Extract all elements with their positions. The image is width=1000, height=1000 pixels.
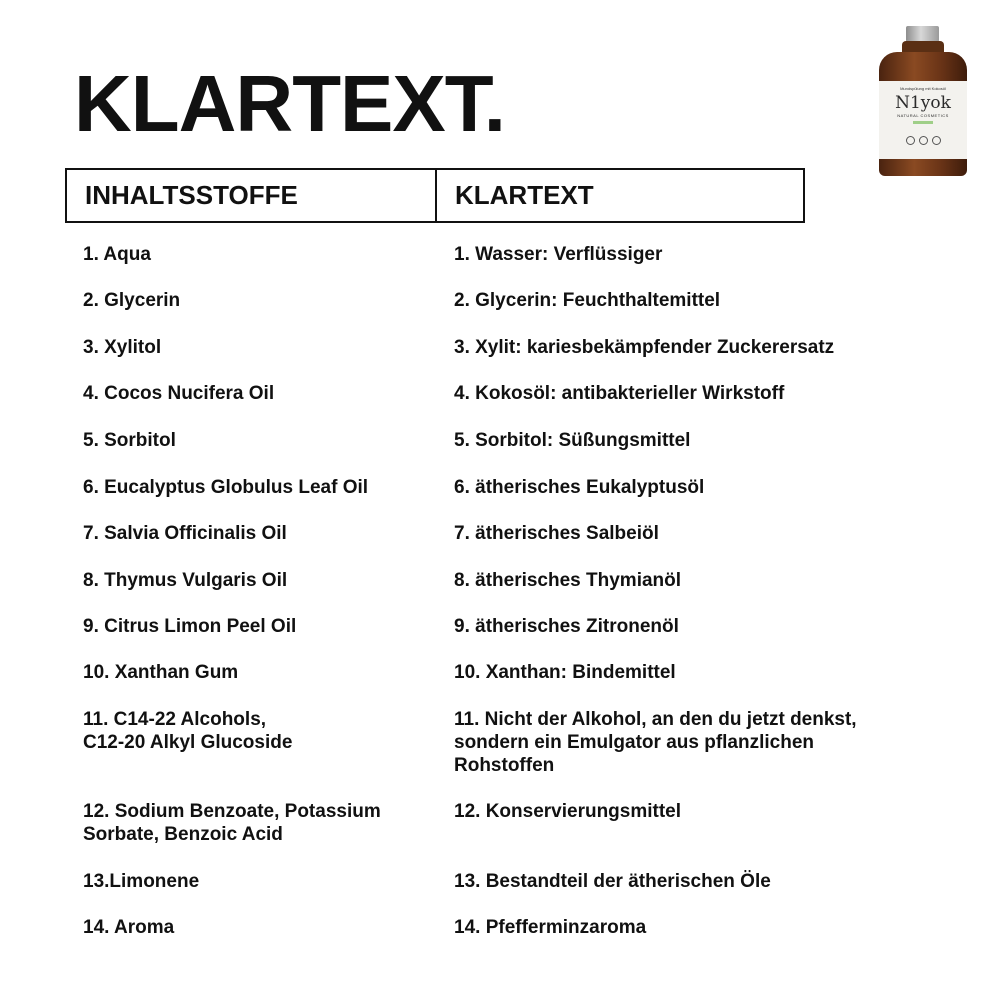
- bottle-label-certification-icons: [906, 136, 941, 145]
- certification-icon: [919, 136, 928, 145]
- ingredient-cell: 2. Glycerin: [83, 290, 181, 311]
- ingredient-cell: 9. Citrus Limon Peel Oil: [83, 616, 297, 637]
- ingredient-cell: 11. C14-22 Alcohols, C12-20 Alkyl Glucoside: [83, 709, 293, 753]
- bottle-cap: [906, 26, 939, 42]
- klartext-cell: 9. ätherisches Zitronenöl: [454, 616, 679, 637]
- klartext-cell: 7. ätherisches Salbeiöl: [454, 523, 659, 544]
- klartext-cell: 3. Xylit: kariesbekämpfender Zuckerersatz: [454, 337, 835, 358]
- ingredient-cell: 10. Xanthan Gum: [83, 662, 239, 683]
- bottle-label-brand: N1yok: [895, 93, 951, 113]
- bottle-label-subtitle: NATURAL COSMETICS: [897, 113, 949, 118]
- ingredient-cell: 6. Eucalyptus Globulus Leaf Oil: [83, 477, 369, 498]
- bottle-label-product: Mundspülung mit Kokosöl: [900, 86, 946, 91]
- ingredient-cell: 12. Sodium Benzoate, Potassium Sorbate, Benzoic Acid: [83, 801, 381, 845]
- klartext-cell: 6. ätherisches Eukalyptusöl: [454, 477, 705, 498]
- ingredient-cell: 7. Salvia Officinalis Oil: [83, 523, 287, 544]
- bottle-label-stripe: [913, 121, 933, 124]
- klartext-cell: 11. Nicht der Alkohol, an den du jetzt denkst, sondern ein Emulgator aus pflanzlichen Rohstoffen: [454, 709, 857, 776]
- klartext-cell: 14. Pfefferminzaroma: [454, 917, 647, 938]
- product-bottle-image: [876, 26, 970, 176]
- klartext-cell: 2. Glycerin: Feuchthaltemittel: [454, 290, 721, 311]
- bottle-label: [879, 81, 967, 159]
- certification-icon: [932, 136, 941, 145]
- klartext-cell: 12. Konservierungsmittel: [454, 801, 682, 822]
- klartext-cell: 13. Bestandteil der ätherischen Öle: [454, 871, 771, 892]
- ingredient-cell: 3. Xylitol: [83, 337, 162, 358]
- header-ingredients: INHALTSSTOFFE: [67, 170, 437, 221]
- certification-icon: [906, 136, 915, 145]
- ingredient-cell: 14. Aroma: [83, 917, 175, 938]
- klartext-cell: 8. ätherisches Thymianöl: [454, 570, 682, 591]
- ingredient-cell: 1. Aqua: [83, 244, 151, 265]
- klartext-cell: 5. Sorbitol: Süßungsmittel: [454, 430, 691, 451]
- klartext-cell: 10. Xanthan: Bindemittel: [454, 662, 676, 683]
- ingredient-cell: 8. Thymus Vulgaris Oil: [83, 570, 288, 591]
- ingredient-cell: 5. Sorbitol: [83, 430, 176, 451]
- klartext-cell: 4. Kokosöl: antibakterieller Wirkstoff: [454, 383, 785, 404]
- ingredient-cell: 13.Limonene: [83, 871, 200, 892]
- ingredient-cell: 4. Cocos Nucifera Oil: [83, 383, 275, 404]
- page-title: KLARTEXT.: [74, 59, 505, 148]
- header-klartext: KLARTEXT: [455, 180, 594, 210]
- klartext-cell: 1. Wasser: Verflüssiger: [454, 244, 663, 265]
- table-header: [65, 168, 805, 223]
